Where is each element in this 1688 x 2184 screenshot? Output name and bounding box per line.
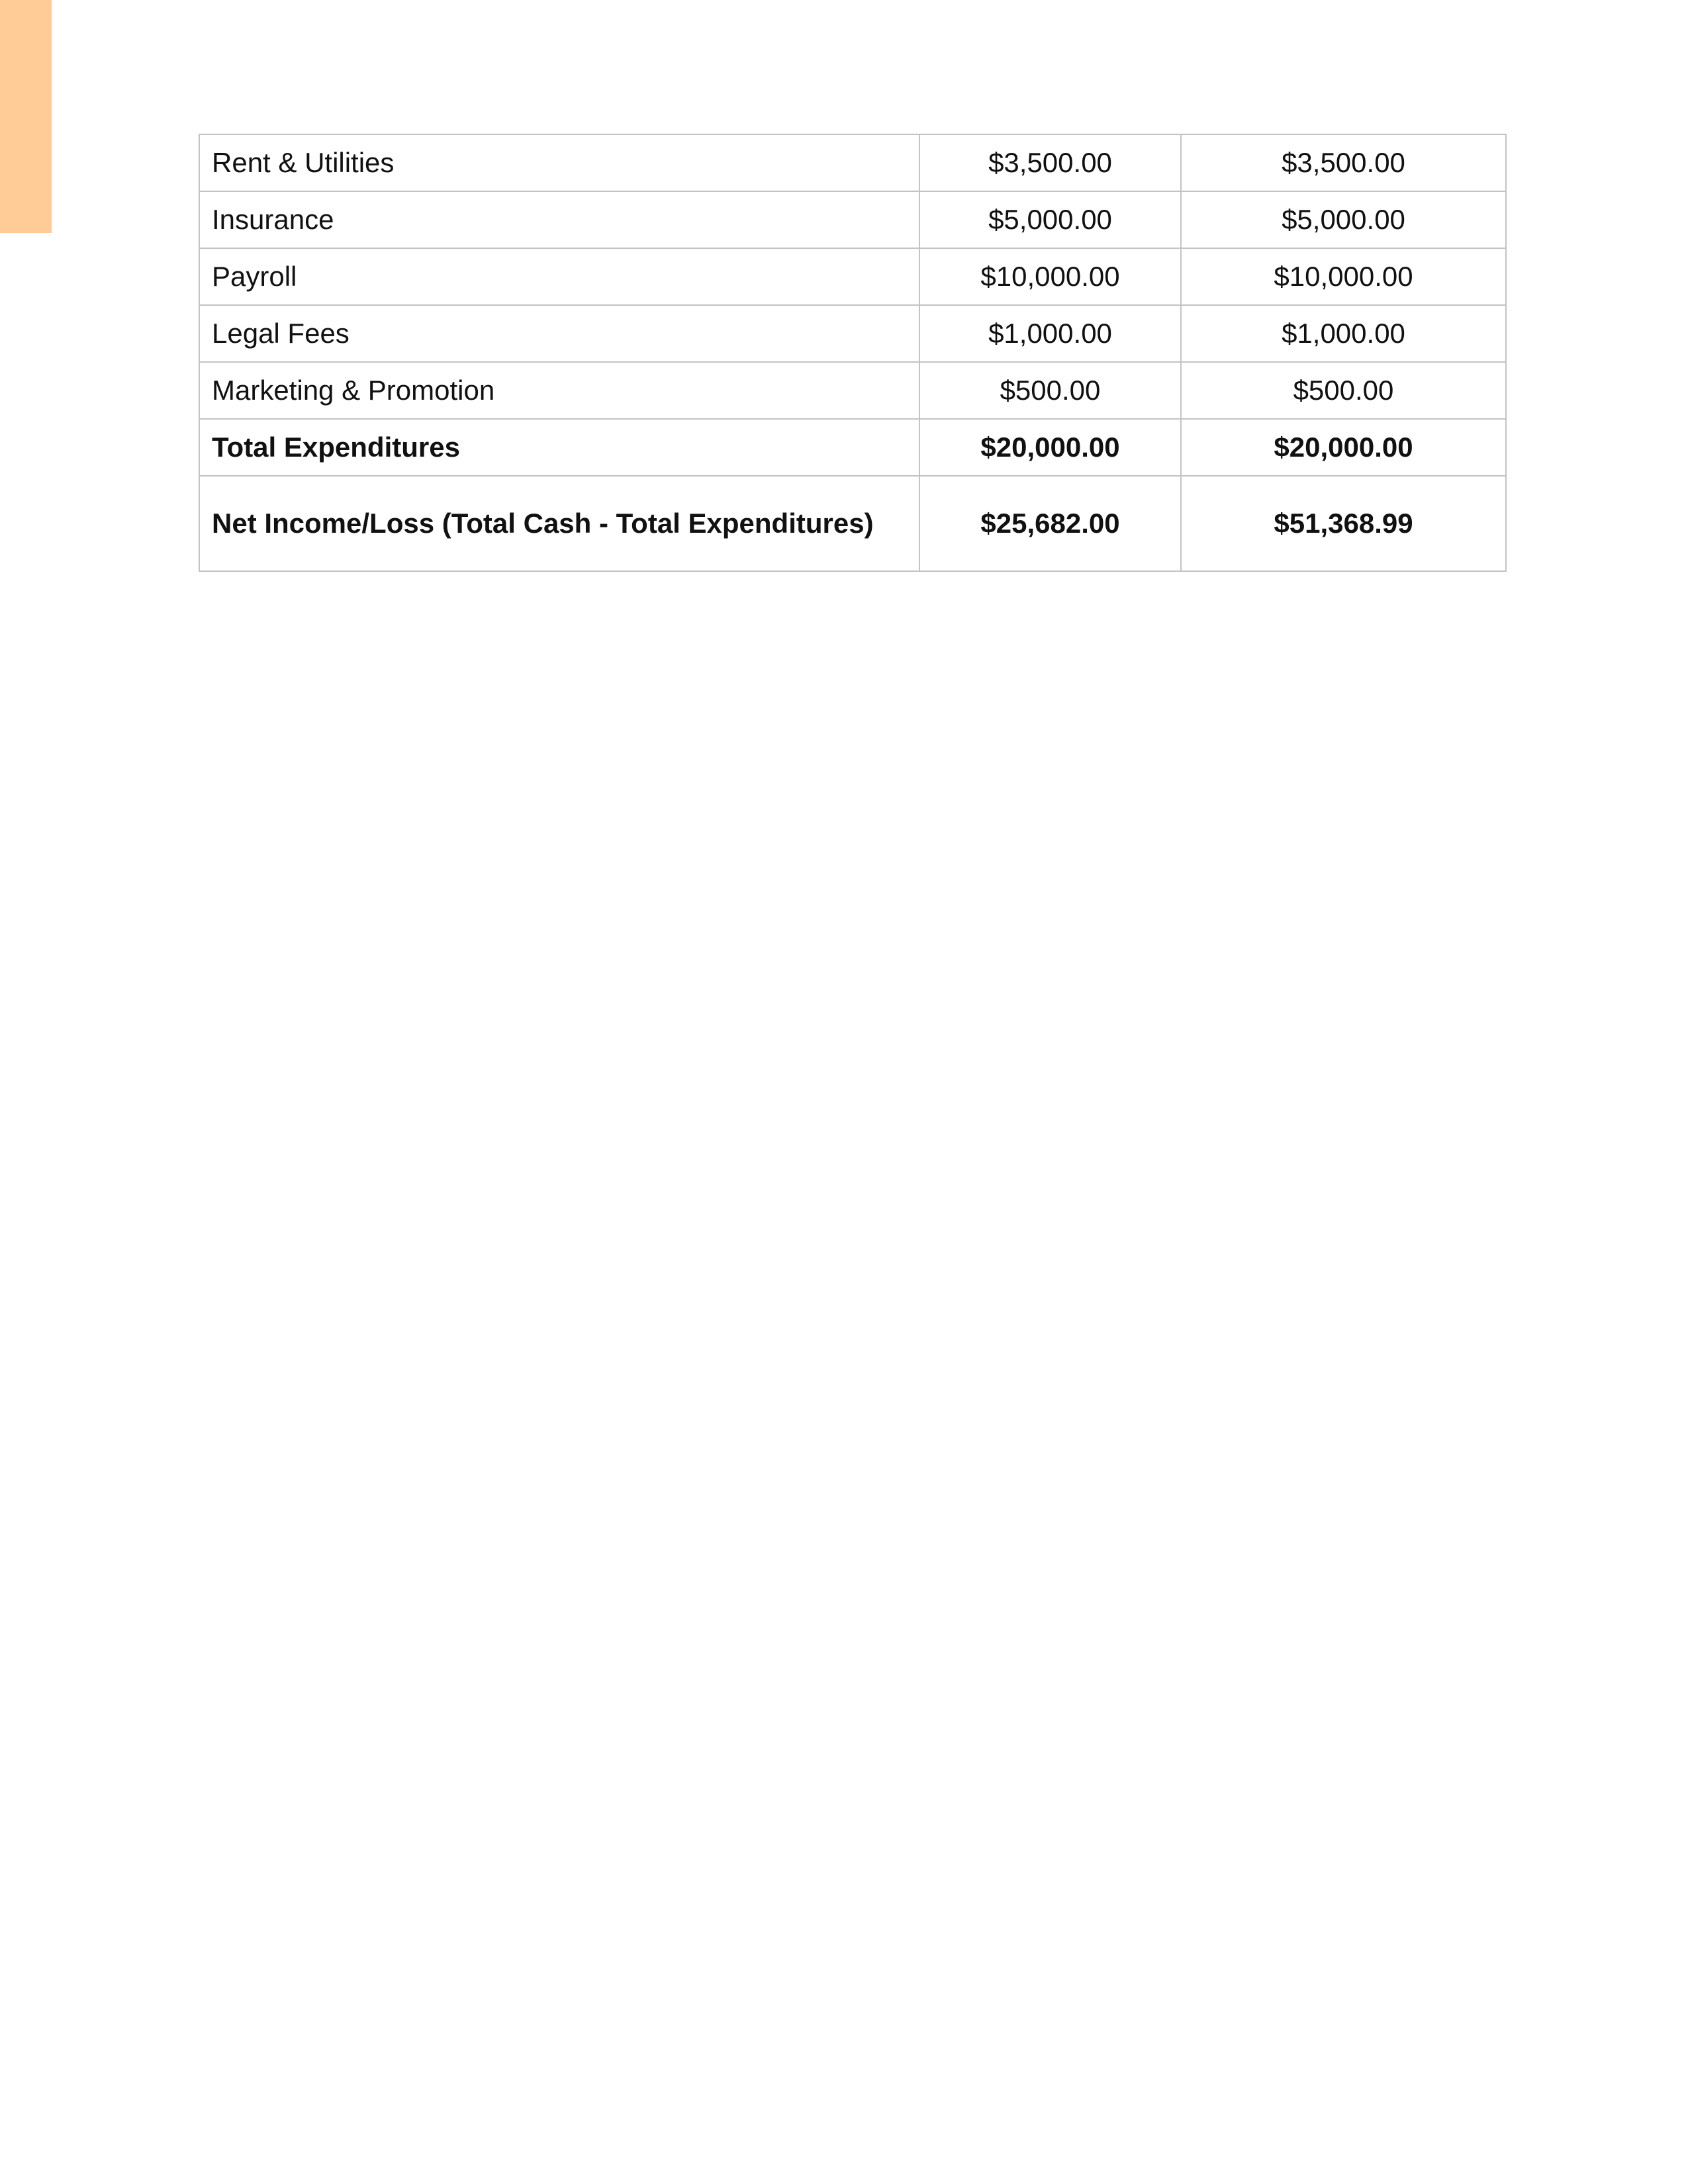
row-value-b: $10,000.00 [1181, 248, 1506, 305]
row-value-a: $5,000.00 [919, 191, 1181, 248]
side-color-tab [0, 0, 52, 233]
row-value-a: $20,000.00 [919, 419, 1181, 476]
row-value-b: $3,500.00 [1181, 134, 1506, 191]
row-value-b: $51,368.99 [1181, 476, 1506, 571]
row-label: Payroll [199, 248, 919, 305]
table-row-net-income-loss [199, 476, 1506, 571]
row-label: Insurance [199, 191, 919, 248]
table-row-marketing-promotion [199, 362, 1506, 419]
row-value-b: $500.00 [1181, 362, 1506, 419]
row-value-a: $25,682.00 [919, 476, 1181, 571]
row-value-b: $5,000.00 [1181, 191, 1506, 248]
table-row-legal-fees [199, 305, 1506, 362]
row-value-a: $500.00 [919, 362, 1181, 419]
expenditures-table [199, 134, 1507, 572]
table-row-total-expenditures [199, 419, 1506, 476]
row-label: Marketing & Promotion [199, 362, 919, 419]
row-value-a: $3,500.00 [919, 134, 1181, 191]
table-row-rent-utilities [199, 134, 1506, 191]
row-value-b: $1,000.00 [1181, 305, 1506, 362]
row-value-b: $20,000.00 [1181, 419, 1506, 476]
row-label: Rent & Utilities [199, 134, 919, 191]
table-row-payroll [199, 248, 1506, 305]
row-label: Legal Fees [199, 305, 919, 362]
row-label: Net Income/Loss (Total Cash - Total Expenditures) [199, 476, 919, 571]
table-row-insurance [199, 191, 1506, 248]
row-label: Total Expenditures [199, 419, 919, 476]
row-value-a: $10,000.00 [919, 248, 1181, 305]
row-value-a: $1,000.00 [919, 305, 1181, 362]
